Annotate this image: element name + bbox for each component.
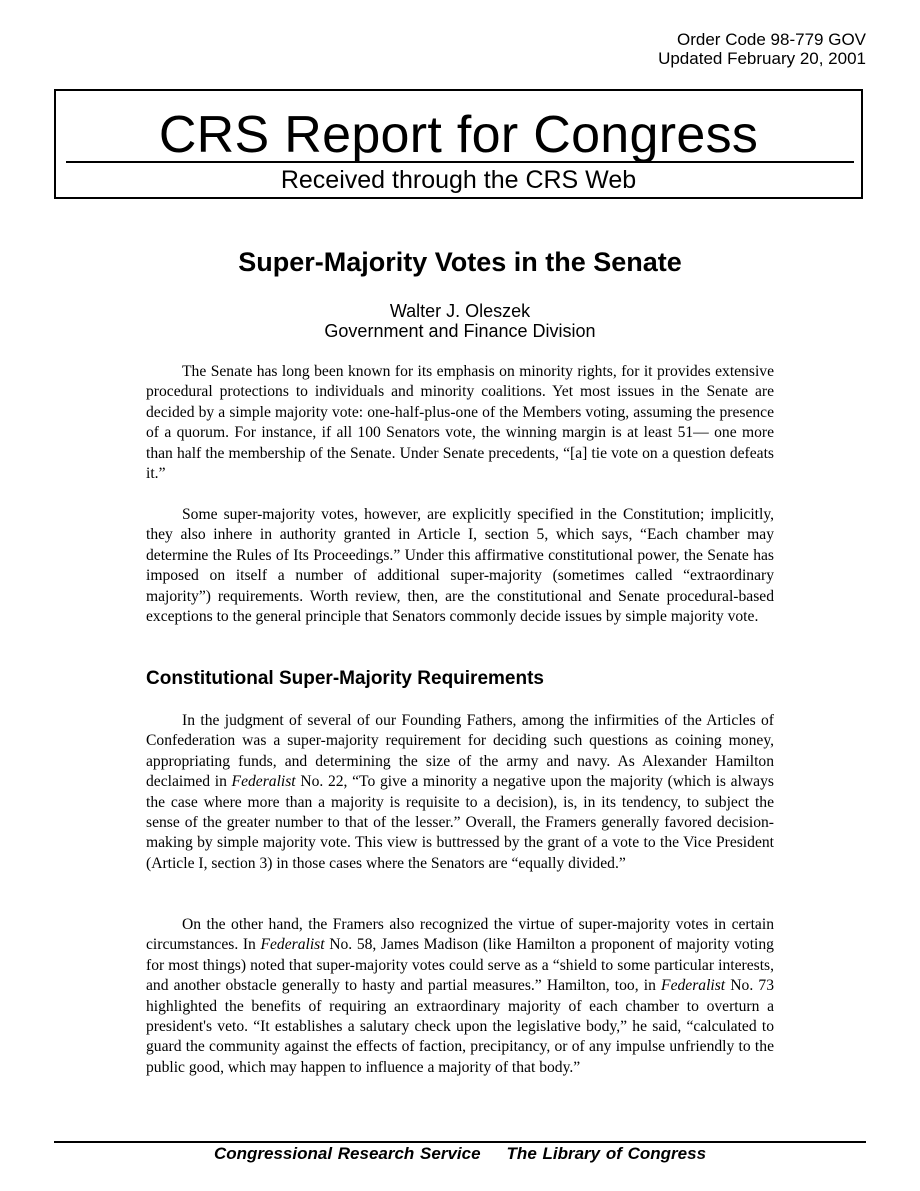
order-info [658, 30, 866, 68]
p4-text-a: On the other hand, the Framers also recognized the virtue of super-majority votes in certain circumstances. In [146, 916, 774, 954]
footer [0, 1143, 920, 1165]
crs-banner [54, 89, 863, 199]
order-code: Order Code 98-779 GOV [677, 30, 866, 49]
p4-text-c: No. 73 highlighted the benefits of requiring an extraordinary majority of each chamber to overturn a president's veto. “It establishes a salutary check upon the legislative body,” he said, “calculated to guard the community against the effects of faction, precipitancy, or of any impulse unfriendly to the public good, which may happen to influence a majority of that body.” [146, 977, 774, 1076]
banner-title: CRS Report for Congress [158, 106, 759, 164]
p3-text-a: In the judgment of several of our Founding Fathers, among the infirmities of the Articles of Confederation was a super-majority requirement for deciding such questions as coining money, appropriating funds, and determining the size of the army and navy. As Alexander Hamilton declaimed in [146, 712, 774, 791]
footer-loc: The Library of Congress [506, 1144, 707, 1163]
paragraph-intro: The Senate has long been known for its emphasis on minority rights, for it provides extensive procedural protections to individuals and minority coalitions. Yet most issues in the Senate are decided by a simple majority vote: one-half-plus-one of the Members voting, assuming the presence of a quorum. For instance, if all 100 Senators vote, the winning margin is at least 51— one more than half the membership of the Senate. Under Senate precedents, “[a] tie vote on a question defeats it.” [146, 363, 774, 483]
p3-text-b: No. 22, “To give a minority a negative upon the majority (which is always the case where more than a majority is requisite to a decision), is, in its tendency, to subject the sense of the greater number to that of the lesser.” Overall, the Framers generally favored decision-making by simple majority vote. This view is buttressed by the grant of a vote to the Vice President (Article I, section 3) in those cases where the Senators are “equally divided.” [146, 773, 774, 872]
section-heading: Constitutional Super-Majority Requirements [146, 668, 544, 689]
p3-federalist: Federalist [231, 773, 296, 791]
banner-subtitle: Received through the CRS Web [280, 166, 637, 194]
paragraph-framers [146, 915, 774, 1078]
updated-date: Updated February 20, 2001 [658, 49, 866, 68]
banner-divider [66, 161, 854, 163]
p4-federalist-2: Federalist [661, 977, 726, 995]
author-division: Government and Finance Division [324, 321, 596, 341]
paragraph-founding-fathers [146, 711, 774, 874]
author-name: Walter J. Oleszek [389, 301, 531, 321]
paragraph-super-majority: Some super-majority votes, however, are explicitly specified in the Constitution; implicitly, they also inhere in authority granted in Article I, section 5, which says, “Each chamber may determine the Rules of Its Proceedings.” Under this affirmative constitutional power, the Senate has imposed on itself a number of additional super-majority (sometimes called “extraordinary majority”) requirements. Worth review, then, are the constitutional and Senate procedural-based exceptions to the general principle that Senators commonly decide issues by simple majority vote. [146, 506, 774, 626]
p4-text-b: No. 58, James Madison (like Hamilton a proponent of majority voting for most things) noted that super-majority votes could serve as a “shield to some particular interests, and another obstacle generally to hasty and partial measures.” Hamilton, too, in [146, 936, 774, 995]
document-title: Super-Majority Votes in the Senate [238, 247, 682, 277]
p4-federalist-1: Federalist [260, 936, 325, 954]
footer-crs: Congressional Research Service [213, 1144, 481, 1163]
